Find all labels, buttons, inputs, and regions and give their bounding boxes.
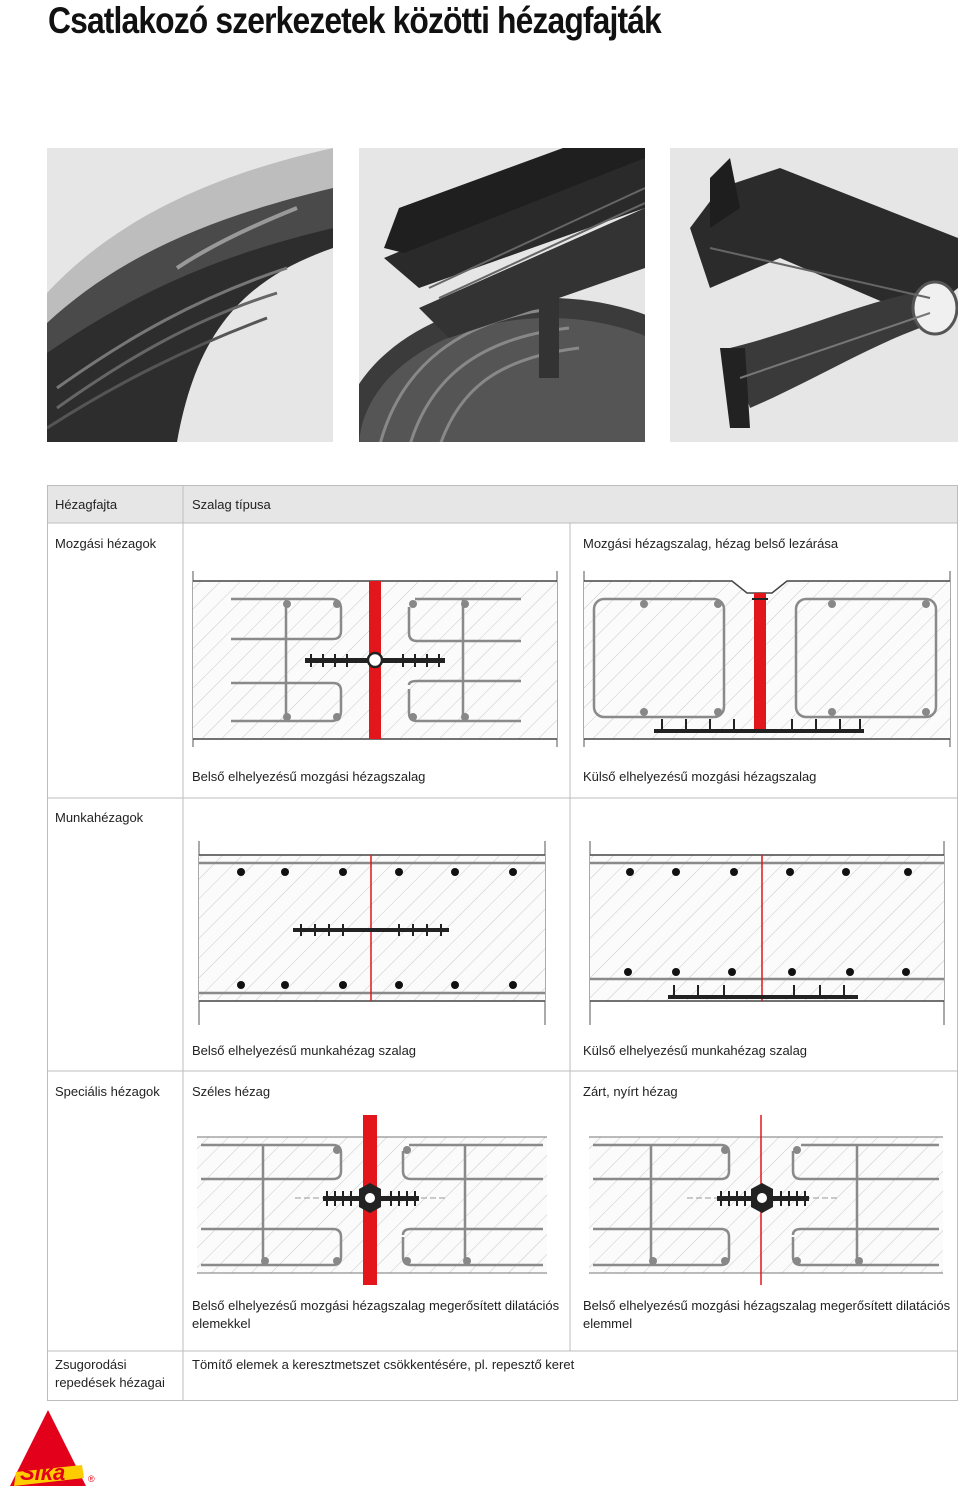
logo-registered: ®	[88, 1474, 95, 1484]
diagram-external-work-joint	[588, 841, 946, 1025]
page-title: Csatlakozó szerkezetek közötti hézagfajták	[48, 0, 661, 41]
row-label-special: Speciális hézagok	[55, 1084, 160, 1099]
row-label-work: Munkahézagok	[55, 810, 144, 825]
caption-external-movement: Külső elhelyezésű mozgási hézagszalag	[583, 769, 817, 784]
diagram-external-movement-waterstop	[582, 571, 952, 747]
special-closed-joint: Zárt, nyírt hézag	[583, 1084, 678, 1099]
product-photo-joint-strip	[670, 148, 958, 442]
diagram-closed-sheared-joint	[587, 1111, 945, 1287]
diagram-internal-work-joint	[197, 841, 547, 1025]
caption-special-right: Belső elhelyezésű mozgási hézagszalag megerősített dilatációs elemmel	[583, 1298, 951, 1331]
diagram-wide-joint	[195, 1111, 549, 1287]
joint-types-table	[47, 485, 958, 1401]
header-joint-type: Hézagfajta	[55, 497, 118, 512]
sika-logo	[8, 1410, 96, 1486]
header-strip-type: Szalag típusa	[192, 497, 271, 512]
caption-special-left: Belső elhelyezésű mozgási hézagszalag megerősített dilatációs elemekkel	[192, 1298, 560, 1331]
caption-external-work: Külső elhelyezésű munkahézag szalag	[583, 1043, 808, 1058]
product-photo-internal-waterstop	[47, 148, 333, 442]
caption-internal-movement: Belső elhelyezésű mozgási hézagszalag	[192, 769, 426, 784]
caption-internal-work: Belső elhelyezésű munkahézag szalag	[192, 1043, 417, 1058]
diagram-internal-movement-waterstop	[191, 571, 559, 747]
shrinkage-text: Tömítő elemek a keresztmetszet csökkentésére, pl. repesztő keret	[192, 1357, 575, 1372]
product-photo-external-waterstop	[359, 148, 645, 442]
special-wide-joint: Széles hézag	[192, 1084, 271, 1099]
logo-text: Sika	[20, 1460, 66, 1485]
row-label-movement: Mozgási hézagok	[55, 536, 157, 551]
row-label-shrinkage: Zsugorodási repedések hézagai	[55, 1357, 165, 1390]
movement-right-header: Mozgási hézagszalag, hézag belső lezárása	[583, 536, 839, 551]
